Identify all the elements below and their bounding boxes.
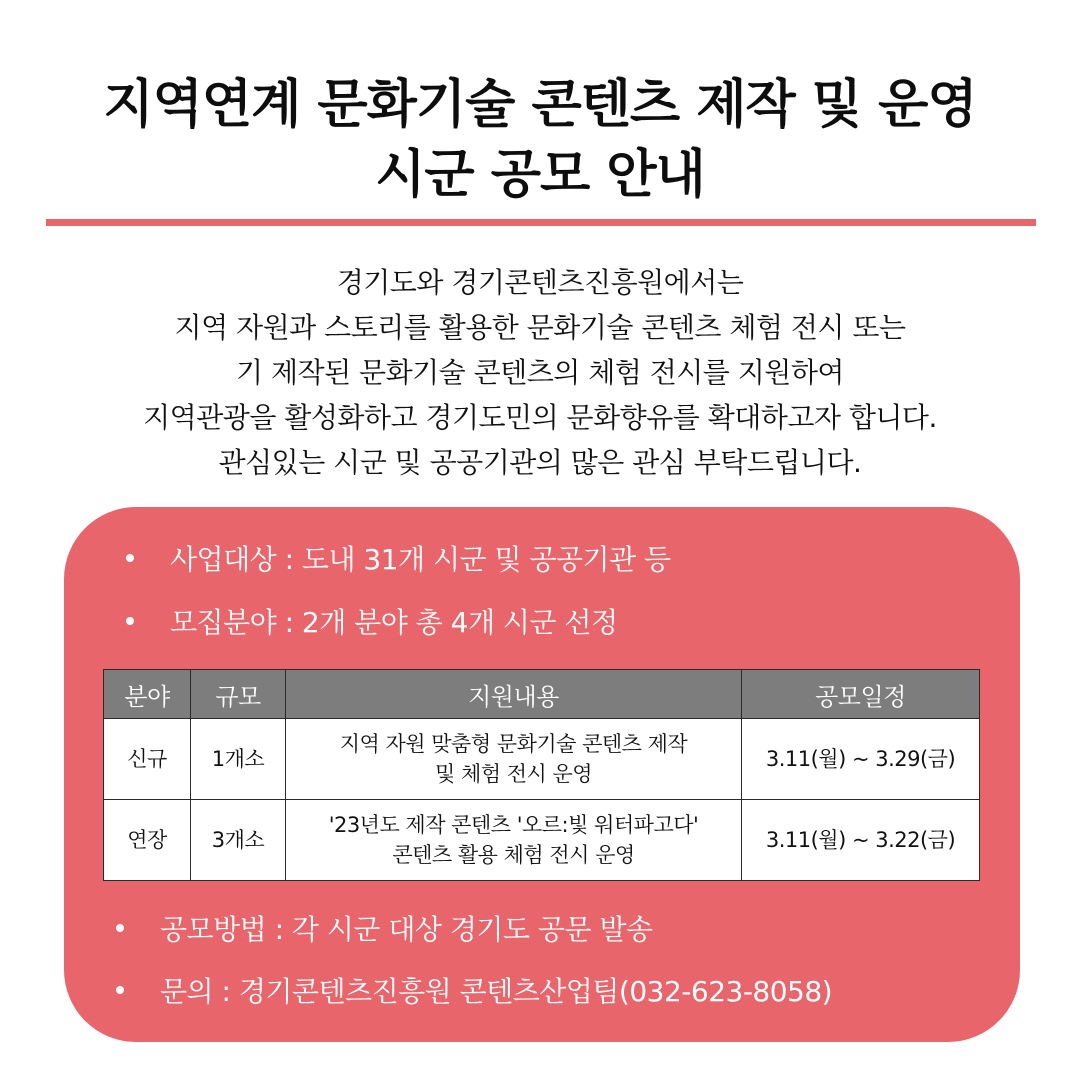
cell-scale: 3개소 bbox=[191, 800, 286, 881]
header-field: 분야 bbox=[104, 670, 191, 719]
recruitment-table bbox=[103, 669, 980, 881]
bullet-dot-icon bbox=[126, 617, 134, 625]
title-line-2: 시군 공모 안내 bbox=[375, 145, 705, 205]
cell-schedule: 3.11(월) ~ 3.22(금) bbox=[742, 800, 980, 881]
intro-line: 지역관광을 활성화하고 경기도민의 문화향유를 확대하고자 합니다. bbox=[143, 401, 937, 434]
bullet-method-text: 공모방법 : 각 시군 대상 경기도 공문 발송 bbox=[160, 913, 653, 946]
cell-content-line: 지역 자원 맞춤형 문화기술 콘텐츠 제작 bbox=[339, 732, 688, 756]
cell-field: 연장 bbox=[104, 800, 191, 881]
bullet-contact bbox=[116, 972, 832, 1012]
bullet-field bbox=[126, 603, 618, 643]
intro-line: 경기도와 경기콘텐츠진흥원에서는 bbox=[336, 266, 744, 299]
title-divider bbox=[46, 219, 1036, 226]
intro-line: 관심있는 시군 및 공공기관의 많은 관심 부탁드립니다. bbox=[218, 446, 862, 479]
cell-content bbox=[286, 800, 742, 881]
table-row bbox=[104, 719, 980, 800]
bullet-dot-icon bbox=[126, 554, 134, 562]
intro-line: 기 제작된 문화기술 콘텐츠의 체험 전시를 지원하여 bbox=[236, 356, 844, 389]
cell-content-line: 및 체험 전시 운영 bbox=[434, 762, 593, 786]
bullet-contact-text: 문의 : 경기콘텐츠진흥원 콘텐츠산업팀(032-623-8058) bbox=[160, 975, 833, 1008]
header-content: 지원내용 bbox=[286, 670, 742, 719]
cell-content bbox=[286, 719, 742, 800]
cell-field: 신규 bbox=[104, 719, 191, 800]
bullet-dot-icon bbox=[116, 924, 124, 932]
cell-scale: 1개소 bbox=[191, 719, 286, 800]
cell-schedule: 3.11(월) ~ 3.29(금) bbox=[742, 719, 980, 800]
cell-content-line: 콘텐츠 활용 체험 전시 운영 bbox=[392, 843, 635, 867]
table-row bbox=[104, 800, 980, 881]
header-schedule: 공모일정 bbox=[742, 670, 980, 719]
bullet-dot-icon bbox=[116, 986, 124, 994]
bullet-target bbox=[126, 540, 671, 580]
bullet-field-text: 모집분야 : 2개 분야 총 4개 시군 선정 bbox=[170, 606, 618, 639]
bullet-target-text: 사업대상 : 도내 31개 시군 및 공공기관 등 bbox=[170, 543, 671, 576]
cell-content-line: '23년도 제작 콘텐츠 '오르:빛 워터파고다' bbox=[328, 813, 699, 837]
bullet-method bbox=[116, 910, 653, 950]
table-header-row bbox=[104, 670, 980, 719]
page-title bbox=[0, 70, 1080, 210]
header-scale: 규모 bbox=[191, 670, 286, 719]
title-line-1: 지역연계 문화기술 콘텐츠 제작 및 운영 bbox=[103, 75, 977, 135]
intro-text bbox=[0, 260, 1080, 485]
intro-line: 지역 자원과 스토리를 활용한 문화기술 콘텐츠 체험 전시 또는 bbox=[174, 311, 906, 344]
